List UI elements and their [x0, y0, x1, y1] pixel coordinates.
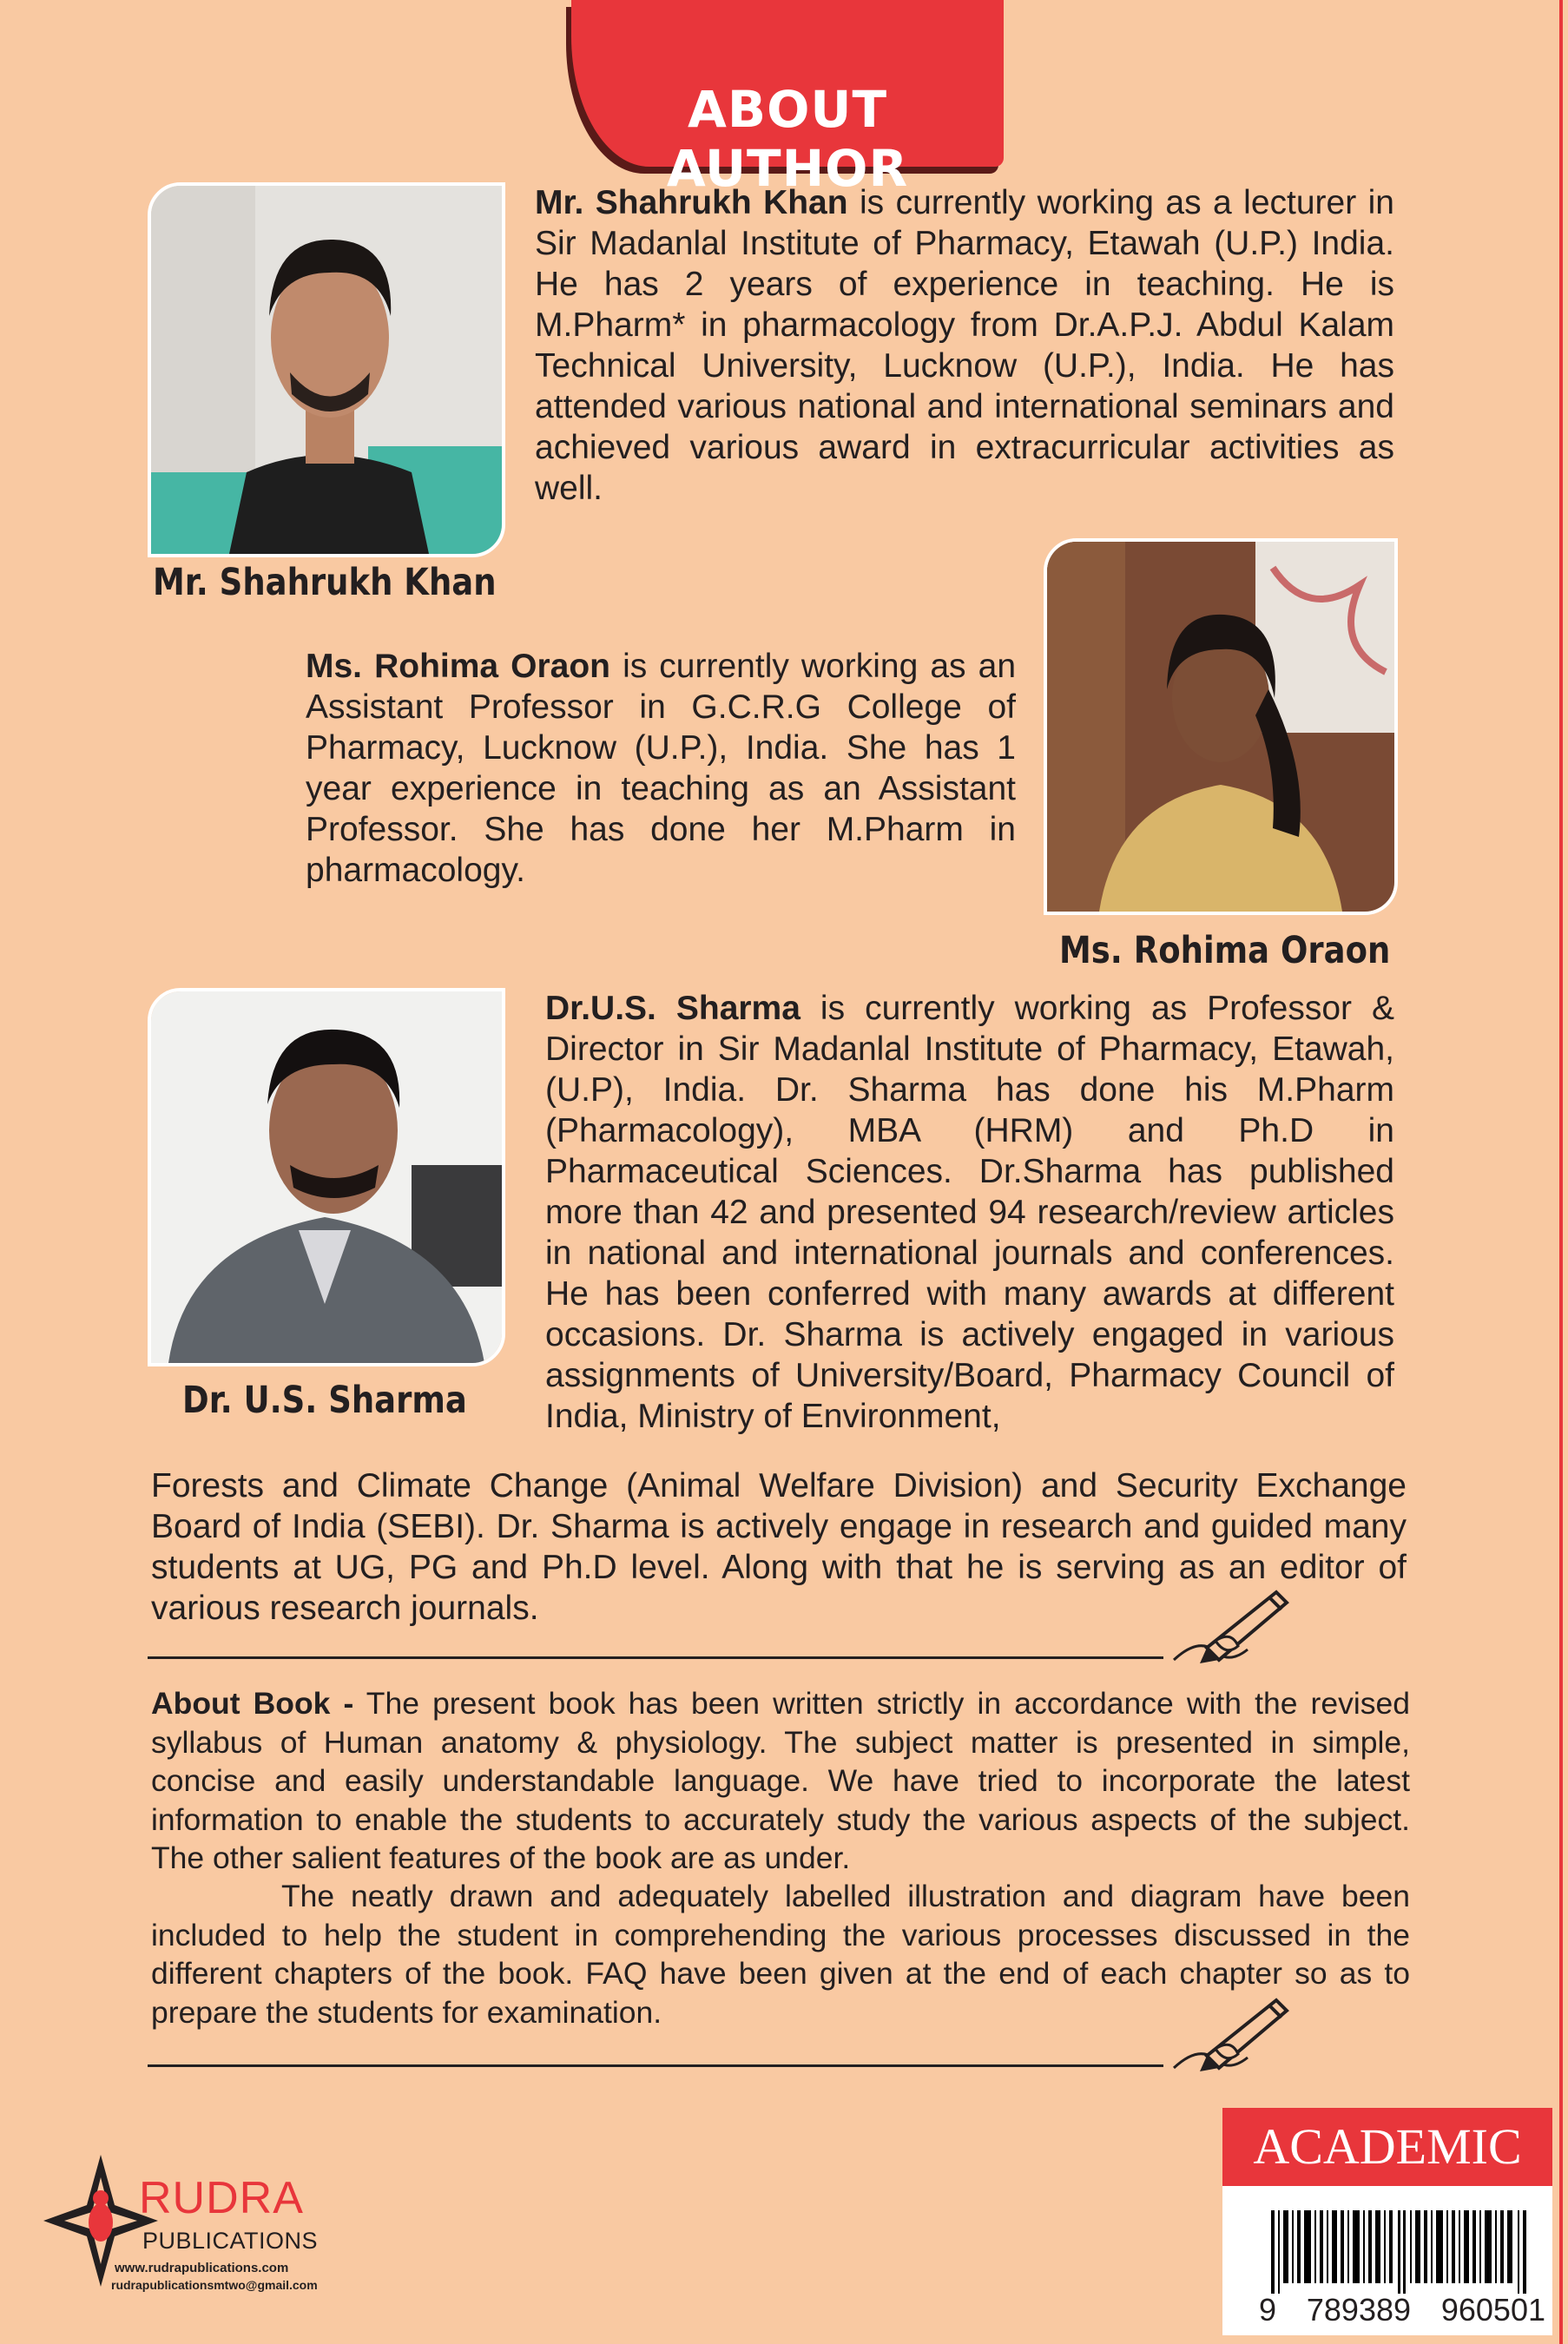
author-caption-rohima-oraon: Ms. Rohima Oraon: [1059, 929, 1391, 972]
section-divider: [148, 1656, 1163, 1659]
author-caption-us-sharma: Dr. U.S. Sharma: [182, 1379, 467, 1422]
publisher-email: rudrapublicationsmtwo@gmail.com: [111, 2278, 318, 2292]
about-book-text: The present book has been written strictly in accordance with the revised syllabus of Human anatomy & physiology. The subject matter is presented in simple, concise and easily understandable language. We have tried to incorporate the latest information to enable the students to accurately study the various aspects of the subject. The other salient features of the book are as under.: [151, 1686, 1410, 1875]
right-edge-line: [1559, 0, 1563, 2344]
header-tab: [571, 0, 1004, 198]
isbn-group-2: 960501: [1440, 2292, 1545, 2328]
pen-signature-icon: [1165, 1584, 1295, 1670]
author-bio-us-sharma: [545, 988, 1394, 1437]
publisher-name: [139, 2172, 304, 2224]
about-book-paragraph-2: The neatly drawn and adequately labelled illustration and diagram have been included to help the student in comprehending the various processes discussed in the different chapters of the book. FAQ have been given at the end of each chapter so as to prepare the students for examination.: [151, 1879, 1410, 2030]
author-photo-us-sharma: [148, 988, 505, 1366]
author-bio-text: is currently working as Professor & Director in Sir Madanlal Institute of Pharmacy, Etawah, (U.P), India. Dr. Sharma has done his M.Pharm (Pharmacology), MBA (HRM) and Ph.D in Pharmaceutical Sciences. Dr.Sharma has published more than 42 and presented 94 research/review articles in national and international journals and conferences. He has been conferred with many awards at different occasions. Dr. Sharma is actively engaged in various assignments of University/Board, Pharmacy Council of India, Ministry of Environment,: [545, 990, 1395, 1435]
about-book-label: About Book -: [151, 1686, 354, 1721]
isbn-number: [1259, 2292, 1545, 2328]
author-bio-rohima-oraon: [306, 646, 1016, 891]
author-bio-us-sharma-continued: Forests and Climate Change (Animal Welfare Division) and Security Exchange Board of India (SEBI). Dr. Sharma is actively engage in research and guided many students at UG, PG and Ph.D level. Along with that he is serving as an editor of various research journals.: [151, 1467, 1407, 1627]
author-bio-text: is currently working as a lecturer in Sir Madanlal Institute of Pharmacy, Etawah (U.P.) India. He has 2 years of experience in teaching. He is M.Pharm* in pharmacology from Dr.A.P.J. Abdul Kalam Technical University, Lucknow (U.P.), India. He has attended various national and international seminars and achieved various award in extracurricular activities as well.: [535, 184, 1394, 507]
isbn-group-1: 789389: [1306, 2292, 1412, 2328]
isbn-barcode: [1271, 2210, 1532, 2294]
author-name-rohima-oraon: Ms. Rohima Oraon: [306, 648, 611, 685]
academic-barcode-box: [1222, 2108, 1552, 2335]
publisher-subtitle: PUBLICATIONS: [142, 2228, 319, 2254]
author-photo-shahrukh-khan: [148, 182, 505, 557]
author-caption-shahrukh-khan: Mr. Shahrukh Khan: [153, 561, 497, 604]
isbn-prefix: 9: [1259, 2292, 1277, 2328]
author-bio-shahrukh-khan: [535, 182, 1394, 509]
publisher-website: www.rudrapublications.com: [115, 2261, 289, 2275]
author-photo-rohima-oraon: [1044, 538, 1398, 915]
section-divider: [148, 2064, 1163, 2067]
pen-signature-icon: [1165, 1992, 1295, 2078]
author-bio-text: is currently working as an Assistant Professor in G.C.R.G College of Pharmacy, Lucknow (U.P.), India. She has 1 year experience in teaching as an Assistant Professor. She has done her M.Pharm in pharmacology.: [306, 648, 1017, 889]
publisher-name-text: RUDRA: [139, 2173, 304, 2223]
about-book-paragraph-1: [151, 1684, 1410, 1878]
academic-label: ACADEMIC: [1222, 2108, 1552, 2186]
page-title: ABOUT AUTHOR: [666, 80, 909, 198]
author-name-us-sharma: Dr.U.S. Sharma: [545, 990, 800, 1027]
author-name-shahrukh-khan: Mr. Shahrukh Khan: [535, 184, 848, 221]
